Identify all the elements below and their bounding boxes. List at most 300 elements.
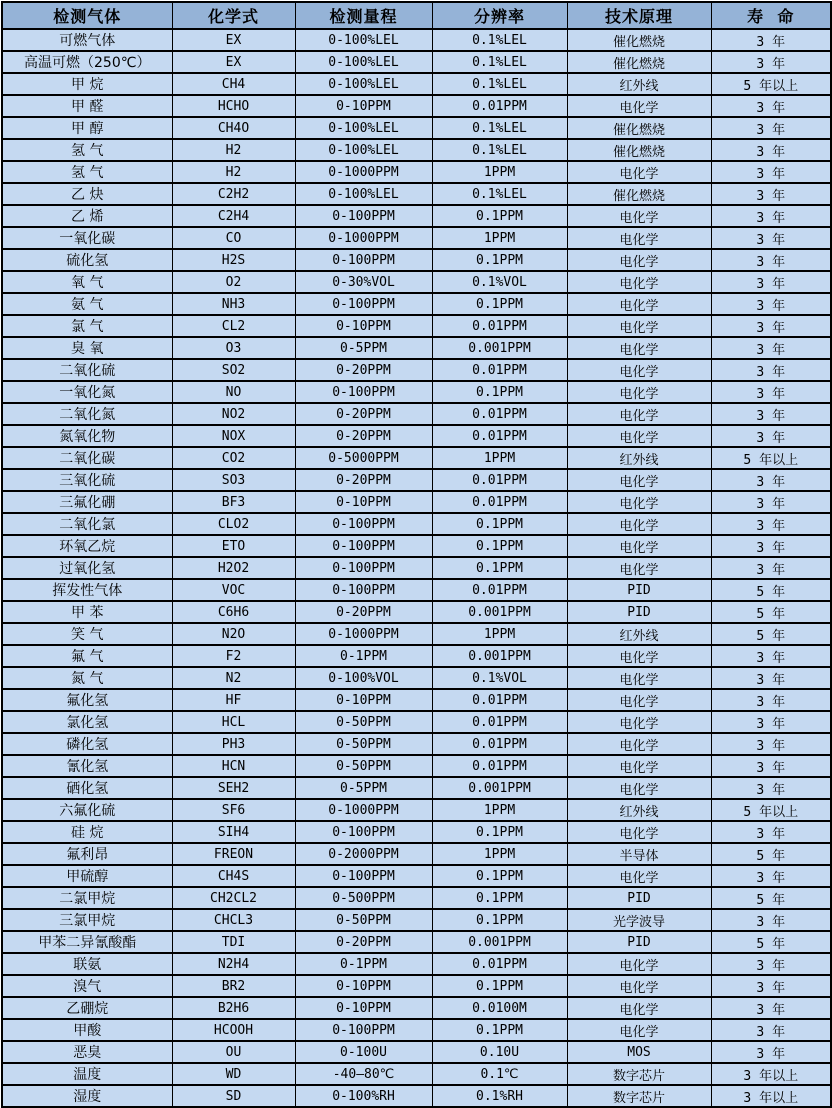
formula-cell: NO [172, 381, 295, 403]
gas-name-cell: 联氨 [2, 953, 172, 975]
formula-cell: HCN [172, 755, 295, 777]
table-row [2, 51, 831, 73]
table-row [2, 557, 831, 579]
formula-cell: SEH2 [172, 777, 295, 799]
resolution-cell: 0.01PPM [432, 755, 567, 777]
table-row [2, 491, 831, 513]
formula-cell: H2 [172, 139, 295, 161]
gas-name-cell: 甲 烷 [2, 73, 172, 95]
resolution-cell: 1PPM [432, 447, 567, 469]
table-row [2, 799, 831, 821]
table-row [2, 447, 831, 469]
range-cell: 0-5PPM [295, 777, 432, 799]
table-row [2, 843, 831, 865]
lifespan-cell: 3 年以上 [711, 1085, 831, 1107]
range-cell: 0-1000PPM [295, 799, 432, 821]
gas-name-cell: 氟化氢 [2, 689, 172, 711]
principle-cell: 光学波导 [567, 909, 711, 931]
gas-name-cell: 六氟化硫 [2, 799, 172, 821]
formula-cell: FREON [172, 843, 295, 865]
resolution-cell: 1PPM [432, 799, 567, 821]
principle-cell: 催化燃烧 [567, 29, 711, 51]
formula-cell: C2H2 [172, 183, 295, 205]
gas-name-cell: 一氧化氮 [2, 381, 172, 403]
lifespan-cell: 3 年 [711, 821, 831, 843]
formula-cell: VOC [172, 579, 295, 601]
lifespan-cell: 5 年 [711, 843, 831, 865]
lifespan-cell: 3 年 [711, 733, 831, 755]
resolution-cell: 0.001PPM [432, 777, 567, 799]
gas-name-cell: 硫化氢 [2, 249, 172, 271]
range-cell: 0-10PPM [295, 689, 432, 711]
lifespan-cell: 3 年 [711, 491, 831, 513]
lifespan-cell: 3 年 [711, 117, 831, 139]
lifespan-cell: 3 年 [711, 381, 831, 403]
principle-cell: 电化学 [567, 645, 711, 667]
lifespan-cell: 3 年 [711, 249, 831, 271]
gas-name-cell: 二氧化氯 [2, 513, 172, 535]
principle-cell: 电化学 [567, 953, 711, 975]
range-cell: 0-50PPM [295, 733, 432, 755]
principle-cell: 电化学 [567, 469, 711, 491]
table-row [2, 887, 831, 909]
resolution-cell: 0.1PPM [432, 249, 567, 271]
lifespan-cell: 3 年 [711, 227, 831, 249]
lifespan-cell: 3 年 [711, 205, 831, 227]
gas-name-cell: 环氧乙烷 [2, 535, 172, 557]
formula-cell: CH2CL2 [172, 887, 295, 909]
gas-name-cell: 氨 气 [2, 293, 172, 315]
gas-name-cell: 笑 气 [2, 623, 172, 645]
resolution-cell: 0.01PPM [432, 689, 567, 711]
range-cell: 0-100%LEL [295, 73, 432, 95]
principle-cell: 电化学 [567, 975, 711, 997]
principle-cell: 电化学 [567, 733, 711, 755]
gas-name-cell: 甲 苯 [2, 601, 172, 623]
table-row [2, 161, 831, 183]
resolution-cell: 0.1PPM [432, 821, 567, 843]
table-row [2, 29, 831, 51]
table-row [2, 777, 831, 799]
gas-name-cell: 氰化氢 [2, 755, 172, 777]
lifespan-cell: 3 年 [711, 469, 831, 491]
principle-cell: MOS [567, 1041, 711, 1063]
formula-cell: HCOOH [172, 1019, 295, 1041]
column-header-formula: 化学式 [172, 2, 295, 29]
range-cell: 0-50PPM [295, 755, 432, 777]
gas-name-cell: 臭 氧 [2, 337, 172, 359]
lifespan-cell: 5 年 [711, 931, 831, 953]
lifespan-cell: 3 年 [711, 95, 831, 117]
table-row [2, 645, 831, 667]
principle-cell: 电化学 [567, 315, 711, 337]
gas-name-cell: 三氧化硫 [2, 469, 172, 491]
principle-cell: 电化学 [567, 491, 711, 513]
table-row [2, 95, 831, 117]
resolution-cell: 0.1%VOL [432, 271, 567, 293]
formula-cell: SD [172, 1085, 295, 1107]
table-row [2, 601, 831, 623]
lifespan-cell: 3 年 [711, 337, 831, 359]
principle-cell: 电化学 [567, 161, 711, 183]
principle-cell: 电化学 [567, 535, 711, 557]
principle-cell: 电化学 [567, 425, 711, 447]
table-row [2, 821, 831, 843]
range-cell: 0-100%RH [295, 1085, 432, 1107]
table-row [2, 513, 831, 535]
principle-cell: 电化学 [567, 403, 711, 425]
resolution-cell: 0.1PPM [432, 865, 567, 887]
lifespan-cell: 3 年 [711, 645, 831, 667]
gas-name-cell: 二氯甲烷 [2, 887, 172, 909]
range-cell: 0-100%LEL [295, 139, 432, 161]
formula-cell: N2H4 [172, 953, 295, 975]
range-cell: 0-100%VOL [295, 667, 432, 689]
lifespan-cell: 5 年以上 [711, 447, 831, 469]
range-cell: 0-100U [295, 1041, 432, 1063]
gas-name-cell: 甲硫醇 [2, 865, 172, 887]
resolution-cell: 0.1PPM [432, 535, 567, 557]
formula-cell: NOX [172, 425, 295, 447]
lifespan-cell: 3 年 [711, 1041, 831, 1063]
principle-cell: 半导体 [567, 843, 711, 865]
formula-cell: CH4S [172, 865, 295, 887]
gas-name-cell: 高温可燃（250℃） [2, 51, 172, 73]
table-row [2, 403, 831, 425]
formula-cell: HF [172, 689, 295, 711]
table-row [2, 909, 831, 931]
formula-cell: CH4O [172, 117, 295, 139]
table-row [2, 931, 831, 953]
principle-cell: 电化学 [567, 95, 711, 117]
range-cell: 0-20PPM [295, 359, 432, 381]
gas-name-cell: 溴气 [2, 975, 172, 997]
range-cell: 0-1000PPM [295, 161, 432, 183]
formula-cell: NO2 [172, 403, 295, 425]
formula-cell: BF3 [172, 491, 295, 513]
resolution-cell: 0.1PPM [432, 205, 567, 227]
gas-name-cell: 甲苯二异氰酸酯 [2, 931, 172, 953]
lifespan-cell: 3 年 [711, 711, 831, 733]
lifespan-cell: 3 年 [711, 865, 831, 887]
table-row [2, 1085, 831, 1107]
gas-name-cell: 三氯甲烷 [2, 909, 172, 931]
range-cell: 0-100%LEL [295, 29, 432, 51]
gas-name-cell: 二氧化碳 [2, 447, 172, 469]
formula-cell: EX [172, 51, 295, 73]
principle-cell: 红外线 [567, 447, 711, 469]
gas-name-cell: 硒化氢 [2, 777, 172, 799]
range-cell: 0-10PPM [295, 95, 432, 117]
gas-name-cell: 甲 醇 [2, 117, 172, 139]
principle-cell: 电化学 [567, 205, 711, 227]
lifespan-cell: 3 年 [711, 513, 831, 535]
gas-name-cell: 乙 烯 [2, 205, 172, 227]
principle-cell: 电化学 [567, 337, 711, 359]
resolution-cell: 1PPM [432, 843, 567, 865]
resolution-cell: 0.1%VOL [432, 667, 567, 689]
gas-name-cell: 挥发性气体 [2, 579, 172, 601]
principle-cell: 电化学 [567, 821, 711, 843]
table-row [2, 205, 831, 227]
lifespan-cell: 3 年 [711, 535, 831, 557]
table-row [2, 1063, 831, 1085]
formula-cell: EX [172, 29, 295, 51]
range-cell: 0-10PPM [295, 997, 432, 1019]
range-cell: 0-100PPM [295, 865, 432, 887]
table-row [2, 73, 831, 95]
column-header-range: 检测量程 [295, 2, 432, 29]
formula-cell: CL2 [172, 315, 295, 337]
principle-cell: 电化学 [567, 271, 711, 293]
resolution-cell: 0.1PPM [432, 887, 567, 909]
table-row [2, 535, 831, 557]
range-cell: 0-20PPM [295, 931, 432, 953]
column-header-gas: 检测气体 [2, 2, 172, 29]
table-row [2, 139, 831, 161]
range-cell: 0-5PPM [295, 337, 432, 359]
lifespan-cell: 3 年 [711, 29, 831, 51]
principle-cell: 数字芯片 [567, 1063, 711, 1085]
table-row [2, 337, 831, 359]
formula-cell: F2 [172, 645, 295, 667]
column-header-resolution: 分辨率 [432, 2, 567, 29]
principle-cell: 电化学 [567, 777, 711, 799]
table-row [2, 733, 831, 755]
resolution-cell: 0.1PPM [432, 557, 567, 579]
resolution-cell: 0.1%LEL [432, 29, 567, 51]
lifespan-cell: 5 年以上 [711, 73, 831, 95]
principle-cell: 电化学 [567, 667, 711, 689]
formula-cell: H2S [172, 249, 295, 271]
table-row [2, 755, 831, 777]
header-row [2, 2, 831, 29]
principle-cell: 数字芯片 [567, 1085, 711, 1107]
range-cell: 0-500PPM [295, 887, 432, 909]
principle-cell: 催化燃烧 [567, 183, 711, 205]
resolution-cell: 0.1PPM [432, 381, 567, 403]
range-cell: 0-20PPM [295, 403, 432, 425]
gas-name-cell: 氟利昂 [2, 843, 172, 865]
range-cell: 0-100PPM [295, 579, 432, 601]
range-cell: 0-10PPM [295, 315, 432, 337]
range-cell: 0-100PPM [295, 821, 432, 843]
resolution-cell: 0.1%LEL [432, 183, 567, 205]
gas-name-cell: 二氧化硫 [2, 359, 172, 381]
resolution-cell: 0.01PPM [432, 425, 567, 447]
gas-name-cell: 恶臭 [2, 1041, 172, 1063]
gas-name-cell: 甲酸 [2, 1019, 172, 1041]
range-cell: 0-100PPM [295, 1019, 432, 1041]
formula-cell: B2H6 [172, 997, 295, 1019]
range-cell: 0-20PPM [295, 601, 432, 623]
formula-cell: WD [172, 1063, 295, 1085]
lifespan-cell: 3 年 [711, 183, 831, 205]
table-row [2, 975, 831, 997]
lifespan-cell: 3 年 [711, 359, 831, 381]
resolution-cell: 0.01PPM [432, 469, 567, 491]
resolution-cell: 0.01PPM [432, 711, 567, 733]
resolution-cell: 0.1%LEL [432, 73, 567, 95]
lifespan-cell: 3 年 [711, 667, 831, 689]
formula-cell: CH4 [172, 73, 295, 95]
table-row [2, 249, 831, 271]
table-row [2, 227, 831, 249]
lifespan-cell: 3 年 [711, 139, 831, 161]
range-cell: 0-100PPM [295, 249, 432, 271]
table-row [2, 425, 831, 447]
principle-cell: 催化燃烧 [567, 117, 711, 139]
table-row [2, 315, 831, 337]
column-header-principle: 技术原理 [567, 2, 711, 29]
principle-cell: 电化学 [567, 513, 711, 535]
lifespan-cell: 3 年 [711, 909, 831, 931]
table-row [2, 469, 831, 491]
table-row [2, 183, 831, 205]
formula-cell: CO [172, 227, 295, 249]
gas-name-cell: 氢 气 [2, 161, 172, 183]
table-row [2, 579, 831, 601]
gas-name-cell: 氯 气 [2, 315, 172, 337]
principle-cell: 电化学 [567, 755, 711, 777]
range-cell: 0-50PPM [295, 711, 432, 733]
formula-cell: O2 [172, 271, 295, 293]
range-cell: 0-1PPM [295, 953, 432, 975]
formula-cell: HCL [172, 711, 295, 733]
formula-cell: TDI [172, 931, 295, 953]
range-cell: 0-1000PPM [295, 227, 432, 249]
formula-cell: NH3 [172, 293, 295, 315]
resolution-cell: 0.001PPM [432, 931, 567, 953]
range-cell: 0-5000PPM [295, 447, 432, 469]
principle-cell: PID [567, 931, 711, 953]
gas-name-cell: 乙 炔 [2, 183, 172, 205]
formula-cell: CO2 [172, 447, 295, 469]
gas-name-cell: 乙硼烷 [2, 997, 172, 1019]
range-cell: 0-20PPM [295, 469, 432, 491]
resolution-cell: 0.1PPM [432, 975, 567, 997]
gas-name-cell: 氮氧化物 [2, 425, 172, 447]
formula-cell: H2 [172, 161, 295, 183]
lifespan-cell: 3 年 [711, 271, 831, 293]
principle-cell: 电化学 [567, 381, 711, 403]
table-row [2, 953, 831, 975]
table-row [2, 623, 831, 645]
range-cell: 0-100%LEL [295, 51, 432, 73]
formula-cell: CHCL3 [172, 909, 295, 931]
formula-cell: SF6 [172, 799, 295, 821]
lifespan-cell: 3 年 [711, 689, 831, 711]
range-cell: 0-100PPM [295, 535, 432, 557]
principle-cell: 电化学 [567, 997, 711, 1019]
lifespan-cell: 5 年 [711, 623, 831, 645]
principle-cell: 电化学 [567, 711, 711, 733]
lifespan-cell: 5 年 [711, 579, 831, 601]
gas-name-cell: 湿度 [2, 1085, 172, 1107]
lifespan-cell: 3 年 [711, 1019, 831, 1041]
formula-cell: O3 [172, 337, 295, 359]
gas-name-cell: 硅 烷 [2, 821, 172, 843]
principle-cell: 电化学 [567, 293, 711, 315]
resolution-cell: 0.1%RH [432, 1085, 567, 1107]
lifespan-cell: 3 年以上 [711, 1063, 831, 1085]
range-cell: 0-1000PPM [295, 623, 432, 645]
range-cell: 0-1PPM [295, 645, 432, 667]
principle-cell: 红外线 [567, 623, 711, 645]
gas-name-cell: 二氧化氮 [2, 403, 172, 425]
range-cell: 0-100%LEL [295, 117, 432, 139]
table-row [2, 359, 831, 381]
lifespan-cell: 5 年 [711, 887, 831, 909]
principle-cell: PID [567, 601, 711, 623]
resolution-cell: 0.01PPM [432, 359, 567, 381]
principle-cell: 电化学 [567, 557, 711, 579]
range-cell: 0-100PPM [295, 205, 432, 227]
gas-name-cell: 一氧化碳 [2, 227, 172, 249]
principle-cell: 催化燃烧 [567, 139, 711, 161]
principle-cell: 红外线 [567, 799, 711, 821]
formula-cell: N2 [172, 667, 295, 689]
resolution-cell: 0.01PPM [432, 95, 567, 117]
principle-cell: 电化学 [567, 249, 711, 271]
resolution-cell: 0.1PPM [432, 513, 567, 535]
resolution-cell: 0.01PPM [432, 315, 567, 337]
formula-cell: C6H6 [172, 601, 295, 623]
lifespan-cell: 3 年 [711, 403, 831, 425]
resolution-cell: 0.01PPM [432, 953, 567, 975]
gas-name-cell: 可燃气体 [2, 29, 172, 51]
resolution-cell: 0.1PPM [432, 293, 567, 315]
resolution-cell: 0.1PPM [432, 909, 567, 931]
gas-spec-table [1, 1, 832, 1108]
formula-cell: OU [172, 1041, 295, 1063]
table-row [2, 1041, 831, 1063]
formula-cell: C2H4 [172, 205, 295, 227]
resolution-cell: 0.01PPM [432, 579, 567, 601]
table-row [2, 271, 831, 293]
table-body [2, 29, 831, 1107]
table-row [2, 381, 831, 403]
principle-cell: PID [567, 579, 711, 601]
resolution-cell: 0.01PPM [432, 403, 567, 425]
formula-cell: SO2 [172, 359, 295, 381]
gas-name-cell: 氢 气 [2, 139, 172, 161]
resolution-cell: 1PPM [432, 227, 567, 249]
table-row [2, 1019, 831, 1041]
principle-cell: 催化燃烧 [567, 51, 711, 73]
range-cell: -40—80℃ [295, 1063, 432, 1085]
lifespan-cell: 3 年 [711, 953, 831, 975]
gas-name-cell: 氧 气 [2, 271, 172, 293]
resolution-cell: 0.1PPM [432, 1019, 567, 1041]
gas-name-cell: 氮 气 [2, 667, 172, 689]
resolution-cell: 0.1℃ [432, 1063, 567, 1085]
formula-cell: SO3 [172, 469, 295, 491]
range-cell: 0-100PPM [295, 557, 432, 579]
principle-cell: PID [567, 887, 711, 909]
resolution-cell: 0.001PPM [432, 601, 567, 623]
gas-name-cell: 氯化氢 [2, 711, 172, 733]
resolution-cell: 1PPM [432, 161, 567, 183]
formula-cell: ETO [172, 535, 295, 557]
table-row [2, 865, 831, 887]
lifespan-cell: 3 年 [711, 51, 831, 73]
formula-cell: BR2 [172, 975, 295, 997]
lifespan-cell: 3 年 [711, 975, 831, 997]
formula-cell: HCHO [172, 95, 295, 117]
lifespan-cell: 3 年 [711, 161, 831, 183]
column-header-lifespan: 寿 命 [711, 2, 831, 29]
